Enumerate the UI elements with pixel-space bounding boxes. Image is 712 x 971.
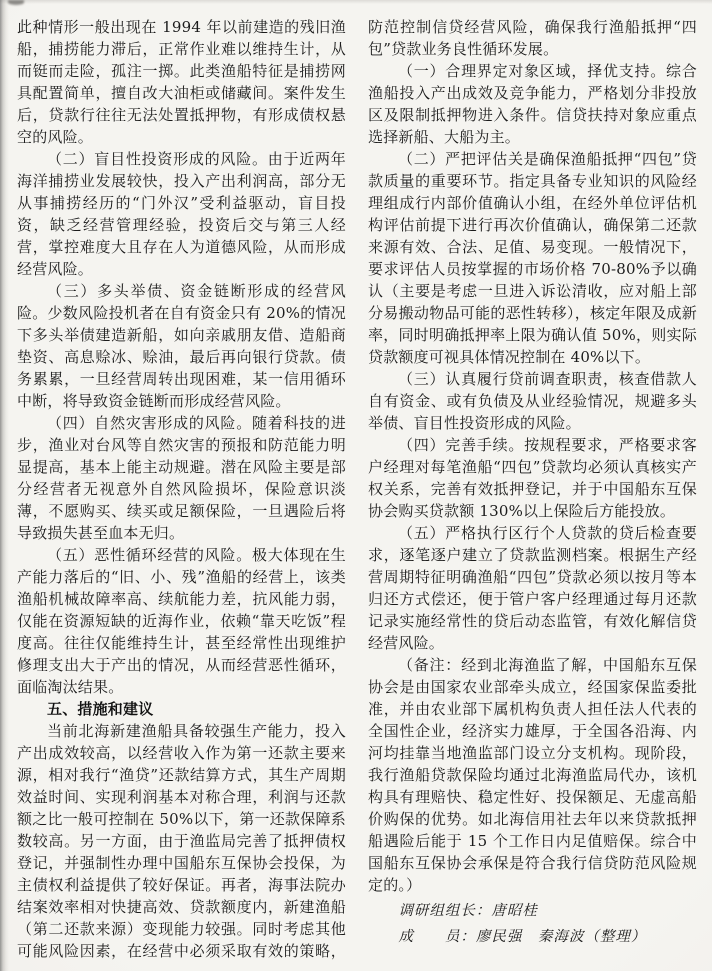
paragraph: （五）恶性循环经营的风险。极大体现在生产能力落后的“旧、小、残”渔船的经营上，该类渔船机械故障率高、续航能力差，抗风能力弱，仅能在资源短缺的近海作业，依赖“靠天吃饭”程度高。往往仅能维持生计，甚至经常性出现维护修理支出大于产出的情况，从而经营恶性循环，面临淘汰结果。 — [17, 546, 346, 696]
paragraph: （一）合理界定对象区域，择优支持。综合渔船投入产出成效及竞争能力，严格划分非投放区及限制抵押物进入条件。信贷扶持对象应重点选择新船、大船为主。 — [368, 62, 697, 146]
paragraph: （二）盲目性投资形成的风险。由于近两年海洋捕捞业发展较快，投入产出利润高，部分无从事捕捞经历的“门外汉”受利益驱动，盲目投资，缺乏经营管理经验，投资后交与第三人经营，掌控难度大且存在人为道德风险，从而形成经营风险。 — [17, 150, 346, 278]
scan-top-edge-shadow — [0, 0, 712, 4]
paragraph: （三）多头举债、资金链断形成的经营风险。少数风险投机者在自有资金只有 20%的情况下多头举债建造新船，如向亲戚朋友借、造船商垫资、高息赊冰、赊油，最后再向银行贷款。债务累累，一旦经营周转出现困难，某一信用循环中断，将导致资金链断而形成经营风险。 — [17, 282, 346, 410]
paragraph: 当前北海新建渔船具备较强生产能力，投入产出成效较高，以经营收入作为第一还款主要来源，相对我行“渔贷”还款结算方式，其生产周期效益时间、实现利润基本对称合理，利润与还款额之比一般可控制在 50%以下，第一还款保障系数较高。另一方面，由于渔监局完善了抵押债权登记，并强制性办理中国船东互保协会投保，为主债权利益提供了较好保证。再者，海事法院办结案效率相对快捷高效、贷款额度内，新建渔船（第二还款来源）变现能力较强。同时考虑其他可能风险因素，在经营中必须采取有效的策略，防范控制信贷经营风险，确保我行渔船抵押“四包”贷款业务良性循环发展。 — [17, 18, 697, 960]
paragraph: （四）自然灾害形成的风险。随着科技的进步，渔业对台风等自然灾害的预报和防范能力明显提高，基本上能主动规避。潜在风险主要是部分经营者无视意外自然风险损坏，保险意识淡薄，不愿购买、续买或足额保险，一旦遇险后将导致损失甚至血本无归。 — [17, 414, 346, 542]
paragraph: （四）完善手续。按规程要求，严格要求客户经理对每笔渔船“四包”贷款均必须认真核实产权关系，完善有效抵押登记，并于中国船东互保协会购买贷款额 130%以上保险后方能投放。 — [368, 436, 697, 520]
paragraph: （备注：经到北海渔监了解，中国船东互保协会是由国家农业部牵头成立，经国家保监委批准，并由农业部下属机构负责人担任法人代表的全国性企业，经济实力雄厚，于全国各沿海、内河均挂靠当地渔监部门设立分支机构。现阶段，我行渔船贷款保险均通过北海渔监局代办，该机构具有理赔快、稳定性好、投保额足、无虚高船价购保的优势。如北海信用社去年以来贷款抵押船遇险后能于 15 个工作日内足值赔保。综合中国船东互保协会承保是符合我行信贷防范风险规定的。） — [368, 656, 697, 894]
paragraph: （三）认真履行贷前调查职责，核查借款人自有资金、或有负债及从业经验情况，规避多头举债、盲目性投资形成的风险。 — [368, 370, 697, 432]
scan-left-edge-shadow — [0, 0, 9, 971]
paragraph: （二）严把评估关是确保渔船抵押“四包”贷款质量的重要环节。指定具备专业知识的风险经理组成行内部价值确认小组，在经外单位评估机构评估前提下进行再次价值确认，确保第二还款来源有效、合法、足值、易变现。一般情况下，要求评估人员按掌握的市场价格 70-80%予以确认（主要是考虑一旦进入诉讼清收，应对船上部分易搬动物品可能的恶性转移），核定年限及成新率，同时明确抵押率上限为确认值 50%，则实际贷款额度可视具体情况控制在 40%以下。 — [368, 150, 697, 366]
document-text-columns — [17, 16, 697, 966]
paragraph: （五）严格执行区行个人贷款的贷后检查要求，逐笔逐户建立了贷款监测档案。根据生产经营周期特征明确渔船“四包”贷款必须以按月等本归还方式偿还，便于管户客户经理通过每月还款记录实施经常性的贷后动态监管，有效化解信贷经营风险。 — [368, 524, 697, 652]
signature-line: 调研组组长：唐昭桂 — [398, 903, 538, 919]
scan-corner-smudge — [8, 0, 24, 5]
paragraph: 此种情形一般出现在 1994 年以前建造的残旧渔船，捕捞能力滞后，正常作业难以维持生计，从而铤而走险，孤注一掷。此类渔船特征是捕捞网具配置简单，擅自改大油柜或储藏间。案件发生后，贷款行往往无法处置抵押物，有形成债权悬空的风险。 — [17, 18, 346, 146]
signature-line: 成 员：廖民强 秦海波（整理） — [398, 929, 647, 945]
section-heading: 五、措施和建议 — [47, 700, 154, 718]
